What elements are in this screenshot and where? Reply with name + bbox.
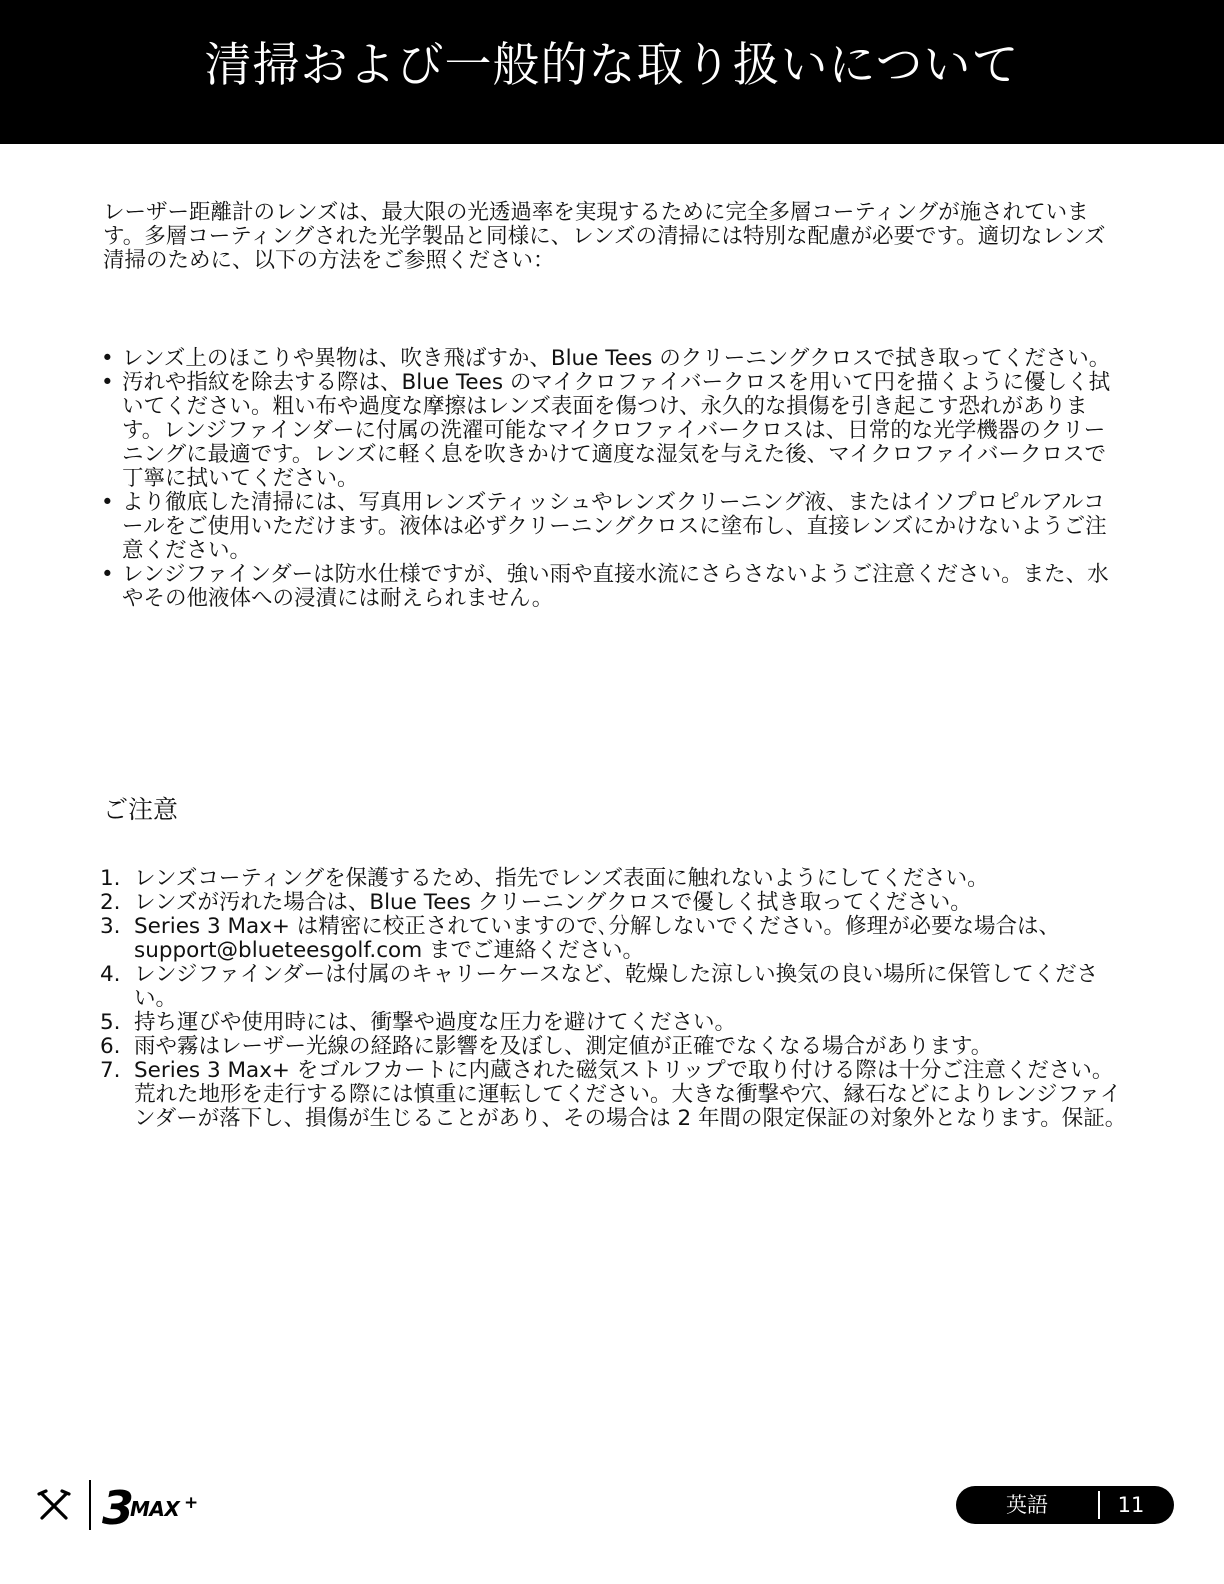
item-number: 3. xyxy=(100,914,121,939)
notice-item xyxy=(100,1011,1130,1035)
notice-item xyxy=(100,1059,1130,1131)
cleaning-bullet-list xyxy=(100,347,1120,611)
item-text: Series 3 Max+ は精密に校正されていますので､分解しないでください。修理が必要な場合は、support@blueteesgolf.com までご連絡ください。 xyxy=(134,914,1061,963)
svg-text:+: + xyxy=(184,1493,199,1513)
notice-item xyxy=(100,915,1130,963)
page-title: 清掃および一般的な取り扱いについて xyxy=(204,38,1020,93)
item-text: 持ち運びや使用時には、衝撃や過度な圧力を避けてください。 xyxy=(134,1010,737,1035)
item-number: 5. xyxy=(100,1010,121,1035)
brand-wordmark xyxy=(102,1481,198,1534)
bullet-item: • より徹底した清掃には、写真用レンズティッシュやレンズクリーニング液、またはイソプロピルアルコールをご使用いただけます。液体は必ずクリーニングクロスに塗布し、直接レンズにかけないようご注意ください。 xyxy=(100,491,1120,563)
crossed-golf-clubs-icon xyxy=(39,1491,69,1518)
item-text: レンズコーティングを保護するため、指先でレンズ表面に触れないようにしてください。 xyxy=(134,866,989,891)
item-number: 7. xyxy=(100,1058,121,1083)
svg-text:3: 3 xyxy=(102,1481,135,1534)
item-number: 1. xyxy=(100,866,121,891)
notice-item xyxy=(100,867,1130,891)
header-bar xyxy=(0,0,1224,144)
notice-list xyxy=(100,867,1130,1131)
bullet-item: • 汚れや指紋を除去する際は、Blue Tees のマイクロファイバークロスを用いて円を描くように優しく拭いてください。粗い布や過度な摩擦はレンズ表面を傷つけ、永久的な損傷を引き起こす恐れがあります。レンジファインダーに付属の洗濯可能なマイクロファイバークロスは、日常的な光学機器のクリーニングに最適です。レンズに軽く息を吹きかけて適度な湿気を与えた後、マイクロファイバークロスで丁寧に拭いてください。 xyxy=(100,371,1120,491)
bullet-item: • レンズ上のほこりや異物は、吹き飛ばすか、Blue Tees のクリーニングクロスで拭き取ってください。 xyxy=(100,347,1120,371)
page-indicator xyxy=(956,1486,1174,1524)
item-text: レンジファインダーは付属のキャリーケースなど、乾燥した涼しい換気の良い場所に保管してください。 xyxy=(134,962,1099,1011)
notice-item xyxy=(100,963,1130,1011)
notice-heading: ご注意 xyxy=(103,795,179,824)
item-text: 雨や霧はレーザー光線の経路に影響を及ぼし、測定値が正確でなくなる場合があります。 xyxy=(134,1034,993,1059)
item-number: 4. xyxy=(100,962,121,987)
bullet-item: • レンジファインダーは防水仕様ですが、強い雨や直接水流にさらさないようご注意ください。また、水やその他液体への浸漬には耐えられません。 xyxy=(100,563,1120,611)
item-number: 2. xyxy=(100,890,121,915)
notice-item xyxy=(100,1035,1130,1059)
item-text: レンズが汚れた場合は、Blue Tees クリーニングクロスで優しく拭き取ってください。 xyxy=(134,890,972,915)
svg-text:MAX: MAX xyxy=(130,1497,180,1521)
language-label: 英語 xyxy=(1006,1493,1048,1517)
brand-logo xyxy=(36,1478,226,1534)
intro-paragraph: レーザー距離計のレンズは、最大限の光透過率を実現するために完全多層コーティングが施されています。多層コーティングされた光学製品と同様に、レンズの清掃には特別な配慮が必要です。適切なレンズ清掃のために、以下の方法をご参照ください： xyxy=(103,200,1106,273)
page-number: 11 xyxy=(1117,1493,1145,1517)
item-number: 6. xyxy=(100,1034,121,1059)
notice-item xyxy=(100,891,1130,915)
item-text: Series 3 Max+ をゴルフカートに内蔵された磁気ストリップで取り付ける際は十分ご注意ください。荒れた地形を走行する際には慎重に運転してください。大きな衝撃や穴、縁石などによりレンジファインダーが落下し、損傷が生じることがあり、その場合は 2 年間の限定保証の対象外となります。保証。 xyxy=(134,1058,1127,1131)
